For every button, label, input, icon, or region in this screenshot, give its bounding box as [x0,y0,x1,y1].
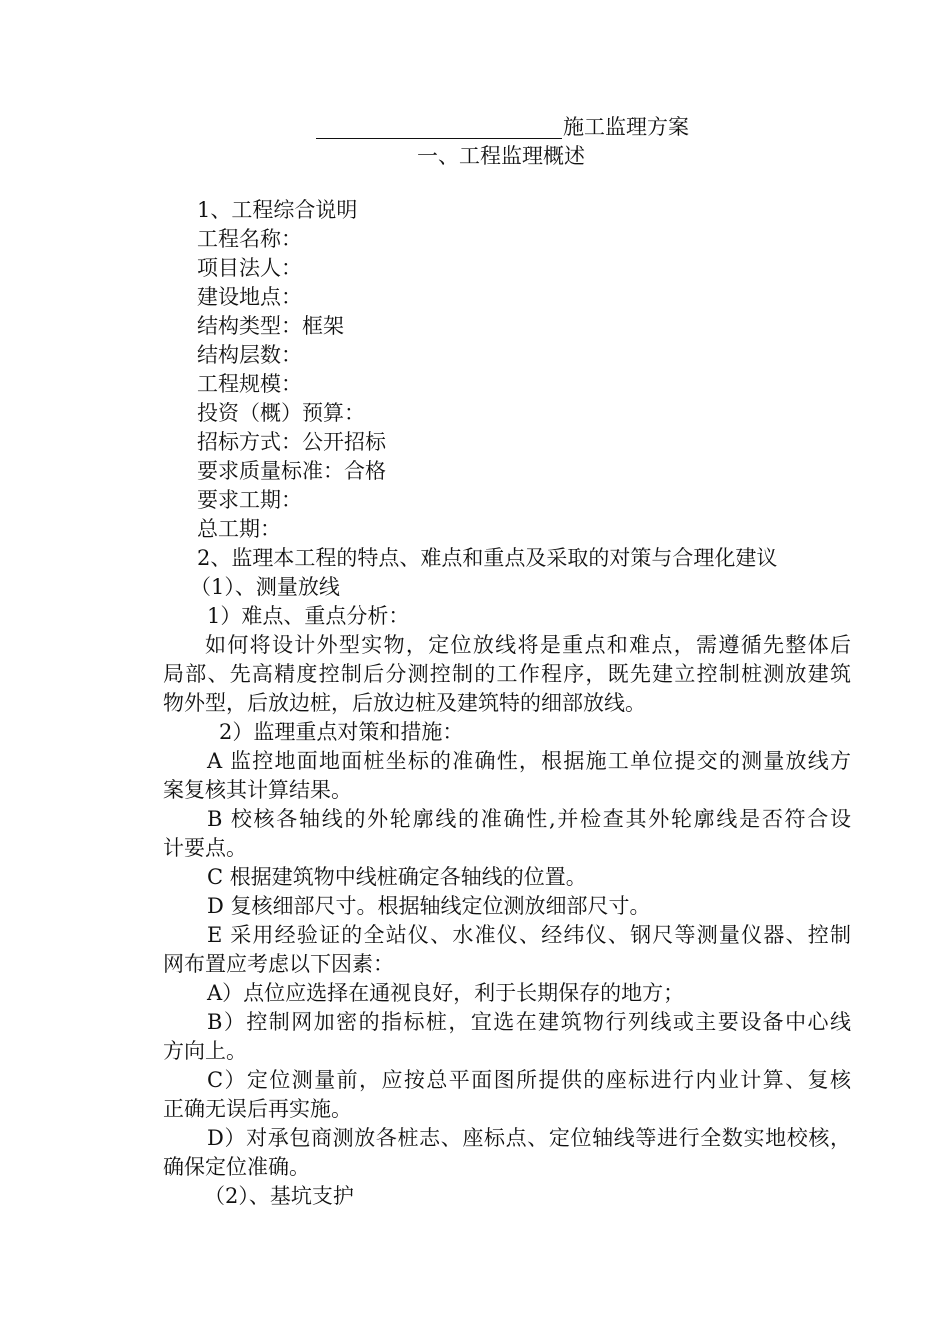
paragraph-line: B）控制网加密的指标桩，宜选在建筑物行列线或主要设备中心线 [207,1010,851,1034]
paragraph-line: C 根据建筑物中线桩确定各轴线的位置。 [207,865,587,889]
field-budget [197,399,365,427]
field-location [197,283,302,311]
field-label: 建设地点： [197,285,302,309]
paragraph-line: 方向上。 [163,1039,247,1063]
subsection-heading-2: 2、监理本工程的特点、难点和重点及采取的对策与合理化建议 [197,546,778,570]
field-value: 公开招标 [302,430,386,454]
paragraph-line: A）点位应选择在通视良好，利于长期保存的地方； [207,981,685,1005]
part2-heading: （2）、基坑支护 [204,1184,354,1208]
paragraph-line: 计要点。 [163,836,247,860]
field-value: 合格 [344,459,386,483]
paragraph-line: D 复核细部尺寸。根据轴线定位测放细部尺寸。 [207,894,651,918]
field-label: 总工期： [197,517,281,541]
paragraph-line: 网布置应考虑以下因素： [163,952,394,976]
field-label: 要求质量标准： [197,459,344,483]
field-total-duration [197,515,281,543]
field-label: 工程名称： [197,227,302,251]
field-structure-type [197,312,344,340]
paragraph-line: 正确无误后再实施。 [163,1097,352,1121]
subsection-heading-1: 1、工程综合说明 [197,198,358,222]
field-required-duration [197,486,302,514]
paragraph-line: 物外型，后放边桩，后放边桩及建筑特的细部放线。 [163,691,646,715]
document-header-title: 施工监理方案 [563,115,689,139]
paragraph-line: 局部、先高精度控制后分测控制的工作程序，既先建立控制桩测放建筑 [163,662,851,686]
field-label: 结构层数： [197,343,302,367]
field-value: 框架 [302,314,344,338]
field-quality-standard [197,457,386,485]
analysis-heading: 1）难点、重点分析： [207,604,410,628]
field-project-name [197,225,302,253]
field-label: 项目法人： [197,256,302,280]
field-label: 结构类型： [197,314,302,338]
field-structure-floors [197,341,302,369]
paragraph-line: 确保定位准确。 [163,1155,310,1179]
paragraph-line: D）对承包商测放各桩志、座标点、定位轴线等进行全数实地校核， [207,1126,851,1150]
paragraph-line: A 监控地面地面桩坐标的准确性，根据施工单位提交的测量放线方 [207,749,851,773]
field-bidding-method [197,428,386,456]
paragraph-line: 案复核其计算结果。 [163,778,352,802]
field-label: 工程规模： [197,372,302,396]
field-legal-entity [197,254,302,282]
field-project-scale [197,370,302,398]
header-underline [316,138,562,139]
measures-heading: 2）监理重点对策和措施： [219,720,464,744]
field-label: 要求工期： [197,488,302,512]
paragraph-line: B 校核各轴线的外轮廓线的准确性,并检查其外轮廓线是否符合设 [207,807,851,831]
field-label: 投资（概）预算： [197,401,365,425]
section-title: 一、工程监理概述 [417,144,585,168]
field-label: 招标方式： [197,430,302,454]
paragraph-line: C）定位测量前，应按总平面图所提供的座标进行内业计算、复核 [207,1068,851,1092]
paragraph-line: E 采用经验证的全站仪、水准仪、经纬仪、钢尺等测量仪器、控制 [207,923,851,947]
paragraph-line: 如何将设计外型实物，定位放线将是重点和难点，需遵循先整体后 [205,633,851,657]
part1-heading: （1）、测量放线 [190,575,340,599]
